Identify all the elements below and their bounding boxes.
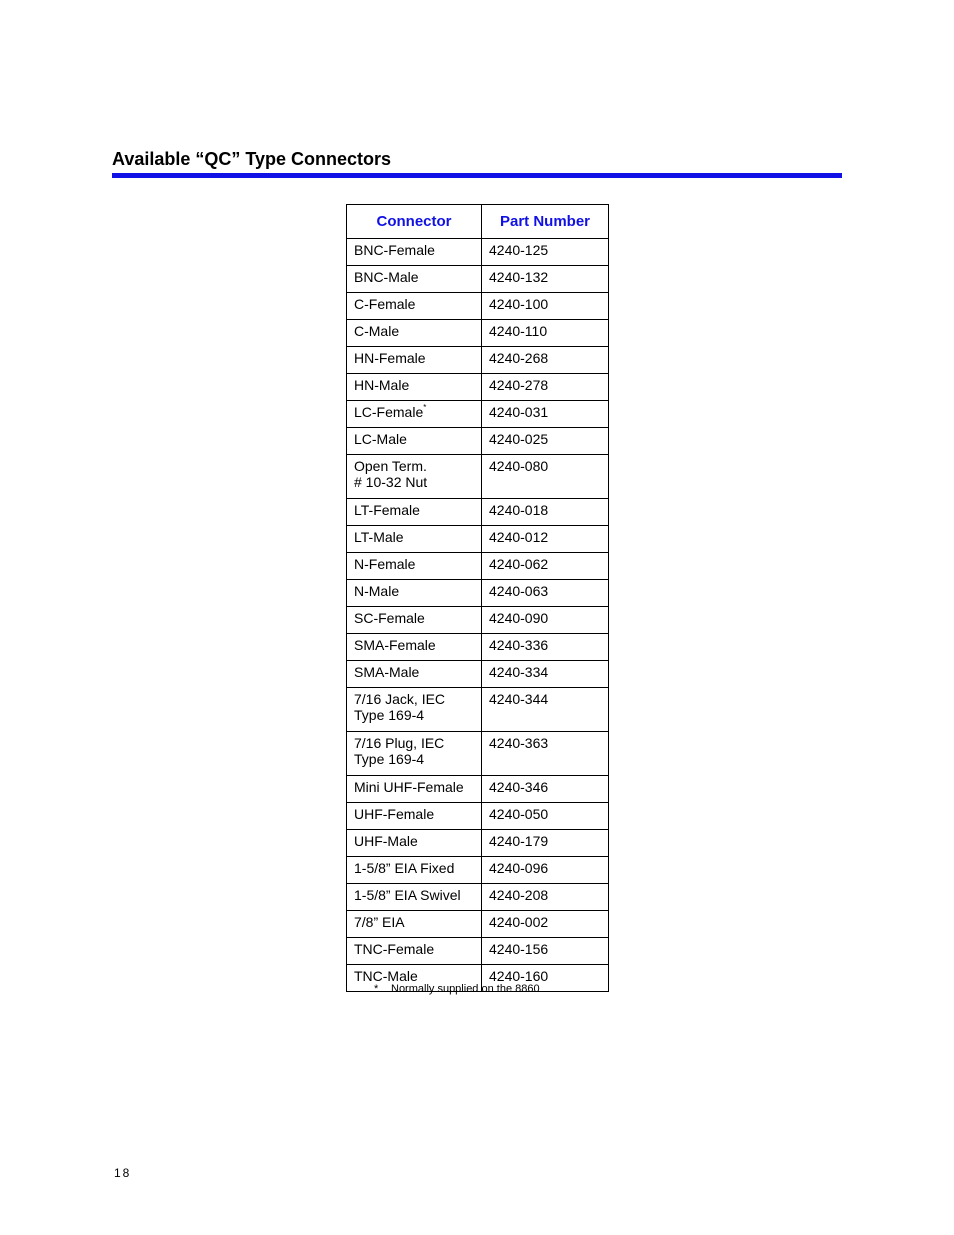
part-number-cell: 4240-110 — [482, 320, 609, 347]
connector-cell — [347, 911, 482, 938]
connector-name — [354, 458, 475, 474]
connector-name-text: 7/16 Jack, IEC — [354, 691, 446, 707]
connector-cell — [347, 499, 482, 526]
connector-name-text: BNC-Male — [354, 269, 419, 285]
connector-cell — [347, 661, 482, 688]
connector-name — [354, 914, 475, 930]
connector-cell — [347, 776, 482, 803]
part-number-cell: 4240-363 — [482, 732, 609, 776]
part-number-cell: 4240-208 — [482, 884, 609, 911]
connector-name-text: 1-5/8” EIA Swivel — [354, 887, 461, 903]
part-number-cell: 4240-179 — [482, 830, 609, 857]
connector-name — [354, 296, 475, 312]
part-number-cell: 4240-050 — [482, 803, 609, 830]
footnote — [374, 982, 540, 996]
connector-name-text: SMA-Male — [354, 664, 420, 680]
connector-name — [354, 269, 475, 285]
table-row — [347, 938, 609, 965]
connector-cell — [347, 266, 482, 293]
part-number-cell: 4240-018 — [482, 499, 609, 526]
part-number-cell: 4240-100 — [482, 293, 609, 320]
connector-name-text: LT-Female — [354, 502, 420, 518]
connector-name-text: 7/8” EIA — [354, 914, 405, 930]
column-header-part-number: Part Number — [482, 205, 609, 239]
connector-cell — [347, 374, 482, 401]
connector-name — [354, 860, 475, 876]
connector-name-text: C-Female — [354, 296, 416, 312]
connector-name — [354, 350, 475, 366]
connector-cell — [347, 526, 482, 553]
connector-name — [354, 779, 475, 795]
connector-name-text: N-Male — [354, 583, 400, 599]
connector-name — [354, 707, 475, 723]
table-row — [347, 428, 609, 455]
connector-name-text: BNC-Female — [354, 242, 435, 258]
part-number-cell: 4240-012 — [482, 526, 609, 553]
table-row — [347, 607, 609, 634]
connector-name-text: LC-Male — [354, 431, 407, 447]
connector-cell — [347, 803, 482, 830]
connector-name — [354, 735, 475, 751]
connector-name-text: Type 169-4 — [354, 707, 425, 723]
connector-cell — [347, 401, 482, 428]
part-number-cell: 4240-346 — [482, 776, 609, 803]
connector-name-text: UHF-Male — [354, 833, 418, 849]
part-number-cell: 4240-063 — [482, 580, 609, 607]
connector-name-text: TNC-Female — [354, 941, 435, 957]
table-row — [347, 688, 609, 732]
table-row — [347, 239, 609, 266]
connector-name — [354, 242, 475, 258]
connector-name-text: Type 169-4 — [354, 751, 425, 767]
part-number-cell: 4240-278 — [482, 374, 609, 401]
part-number-cell: 4240-334 — [482, 661, 609, 688]
connector-cell — [347, 428, 482, 455]
connector-name-text: Open Term. — [354, 458, 427, 474]
connector-name — [354, 474, 475, 490]
connector-name — [354, 583, 475, 599]
connector-cell — [347, 607, 482, 634]
table-body — [347, 239, 609, 992]
table-header-row — [347, 205, 609, 239]
table-row — [347, 553, 609, 580]
table-row — [347, 884, 609, 911]
connector-name-text: N-Female — [354, 556, 416, 572]
connector-name — [354, 529, 475, 545]
table-row — [347, 776, 609, 803]
title-rule — [112, 173, 842, 178]
column-header-connector: Connector — [347, 205, 482, 239]
table-row — [347, 580, 609, 607]
connector-cell — [347, 857, 482, 884]
connector-name-text: SMA-Female — [354, 637, 436, 653]
part-number-cell: 4240-268 — [482, 347, 609, 374]
page-number: 18 — [114, 1166, 132, 1180]
table-row — [347, 499, 609, 526]
connector-name — [354, 637, 475, 653]
table-row — [347, 661, 609, 688]
part-number-cell: 4240-125 — [482, 239, 609, 266]
part-number-cell: 4240-031 — [482, 401, 609, 428]
table-row — [347, 374, 609, 401]
connector-name-text: 7/16 Plug, IEC — [354, 735, 445, 751]
connector-name-text: TNC-Male — [354, 968, 418, 984]
connector-cell — [347, 884, 482, 911]
part-number-cell: 4240-096 — [482, 857, 609, 884]
footnote-reference: * — [423, 403, 427, 413]
part-number-cell: 4240-025 — [482, 428, 609, 455]
connector-cell — [347, 732, 482, 776]
connector-cell — [347, 938, 482, 965]
connector-cell — [347, 688, 482, 732]
connector-cell — [347, 455, 482, 499]
table-row — [347, 526, 609, 553]
table-row — [347, 634, 609, 661]
connector-name — [354, 323, 475, 339]
connector-name-text: LT-Male — [354, 529, 404, 545]
table-row — [347, 401, 609, 428]
part-number-cell: 4240-132 — [482, 266, 609, 293]
table-row — [347, 293, 609, 320]
connector-name — [354, 751, 475, 767]
table-row — [347, 911, 609, 938]
part-number-cell: 4240-002 — [482, 911, 609, 938]
connector-cell — [347, 347, 482, 374]
table-row — [347, 857, 609, 884]
connector-name-text: UHF-Female — [354, 806, 435, 822]
connector-name-text: # 10-32 Nut — [354, 474, 428, 490]
connector-cell — [347, 580, 482, 607]
connector-name — [354, 887, 475, 903]
connector-cell — [347, 553, 482, 580]
connector-cell — [347, 634, 482, 661]
connector-name — [354, 556, 475, 572]
part-number-cell: 4240-160 — [482, 965, 609, 992]
connector-name — [354, 431, 475, 447]
part-number-cell: 4240-062 — [482, 553, 609, 580]
connector-name-text: SC-Female — [354, 610, 425, 626]
connector-name — [354, 941, 475, 957]
table-row — [347, 455, 609, 499]
connector-name-text: 1-5/8” EIA Fixed — [354, 860, 455, 876]
connector-name — [354, 377, 475, 393]
connector-cell — [347, 830, 482, 857]
connector-name-text: LC-Female — [354, 404, 424, 420]
footnote-marker: * — [374, 983, 379, 995]
table-row — [347, 347, 609, 374]
page-title: Available “QC” Type Connectors — [112, 149, 392, 169]
table-row — [347, 320, 609, 347]
connector-name — [354, 502, 475, 518]
part-number-cell: 4240-090 — [482, 607, 609, 634]
connector-name — [354, 833, 475, 849]
connector-table — [346, 204, 609, 992]
connector-cell — [347, 293, 482, 320]
connector-name — [354, 610, 475, 626]
table-row — [347, 266, 609, 293]
part-number-cell: 4240-336 — [482, 634, 609, 661]
connector-cell — [347, 239, 482, 266]
connector-name — [354, 664, 475, 680]
connector-name — [354, 806, 475, 822]
table-row — [347, 803, 609, 830]
connector-name — [354, 404, 475, 420]
table-row — [347, 830, 609, 857]
table-row — [347, 732, 609, 776]
part-number-cell: 4240-156 — [482, 938, 609, 965]
connector-name-text: HN-Female — [354, 350, 426, 366]
connector-name-text: C-Male — [354, 323, 400, 339]
connector-name-text: HN-Male — [354, 377, 410, 393]
connector-cell — [347, 320, 482, 347]
connector-name-text: Mini UHF-Female — [354, 779, 464, 795]
part-number-cell: 4240-344 — [482, 688, 609, 732]
footnote-text: Normally supplied on the 8860 — [391, 983, 540, 995]
connector-name — [354, 691, 475, 707]
part-number-cell: 4240-080 — [482, 455, 609, 499]
